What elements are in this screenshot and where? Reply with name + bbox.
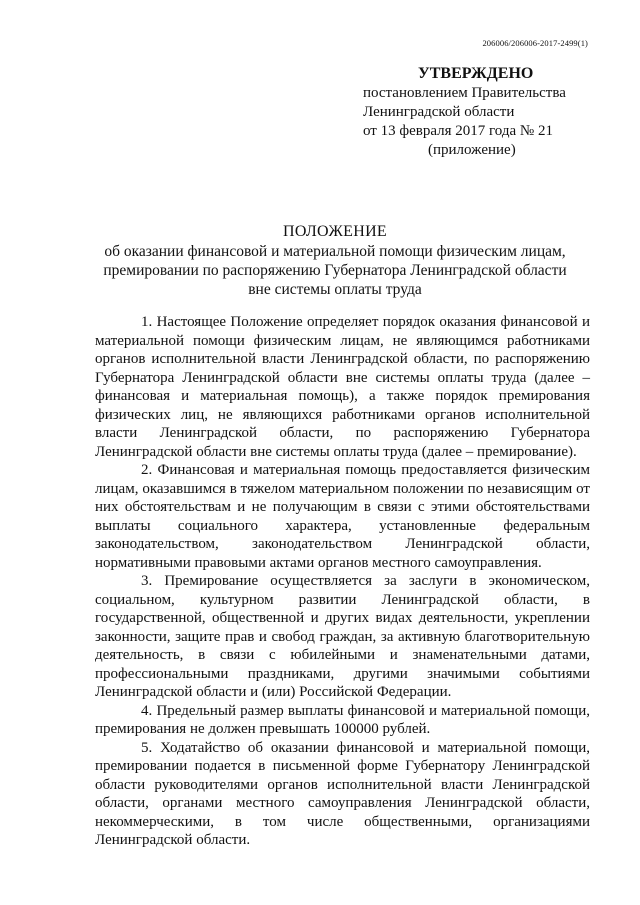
paragraph-2: 2. Финансовая и материальная помощь предоставляется физическим лицам, оказавшимся в тяжелом материальном положении по независящим от них обстоятельствам и не получающим в связи с этими обстоятельствами выплаты социального характера, установленные федеральным законодательством, законодательством Ленинградской области, нормативными правовыми актами органов местного самоуправления.: [95, 462, 590, 571]
document-subtitle-line: об оказании финансовой и материальной помощи физическим лицам,: [104, 243, 566, 260]
document-registration-number: 206006/206006-2017-2499(1): [482, 38, 588, 48]
approval-line: от 13 февраля 2017 года № 21: [363, 123, 553, 139]
document-subtitle-line: премировании по распоряжению Губернатора Ленинградской области: [103, 262, 567, 279]
paragraph-3: 3. Премирование осуществляется за заслуги в экономическом, социальном, культурном развитии Ленинградской области, в государственной, общественной и других видах деятельности, укреплении законности, защите прав и свобод граждан, за активную благотворительную деятельность, в связи с юбилейными и знаменательными датами, профессиональными праздниками, другими значимыми событиями Ленинградской области и (или) Российской Федерации.: [95, 573, 590, 700]
document-body: [95, 313, 590, 850]
approval-line: постановлением Правительства: [363, 85, 566, 101]
approval-line: Ленинградской области: [363, 104, 515, 120]
approval-annex-label: (приложение): [428, 142, 516, 158]
approval-stamp-block: [363, 64, 593, 160]
paragraph-4: 4. Предельный размер выплаты финансовой и материальной помощи, премирования не должен превышать 100000 рублей.: [95, 702, 590, 737]
document-subtitle-line: вне системы оплаты труда: [248, 281, 422, 298]
approval-heading: УТВЕРЖДЕНО: [418, 65, 534, 82]
paragraph-5: 5. Ходатайство об оказании финансовой и материальной помощи, премировании подается в письменной форме Губернатору Ленинградской области руководителями органов исполнительной власти Ленинградской области, органами местного самоуправления Ленинградской области, некоммерческими, в том числе общественными, организациями Ленинградской области.: [95, 739, 590, 848]
document-title: ПОЛОЖЕНИЕ: [282, 223, 387, 240]
document-title-block: [80, 222, 590, 299]
paragraph-1: 1. Настоящее Положение определяет порядок оказания финансовой и материальной помощи физическим лицам, не являющимся работниками органов исполнительной власти Ленинградской области, по распоряжению Губернатора Ленинградской области вне системы оплаты труда (далее – финансовая и материальная помощь), а также порядок премирования физических лиц, не являющихся работниками органов исполнительной власти Ленинградской области, по распоряжению Губернатора Ленинградской области вне системы оплаты труда (далее – премирование).: [95, 314, 590, 460]
